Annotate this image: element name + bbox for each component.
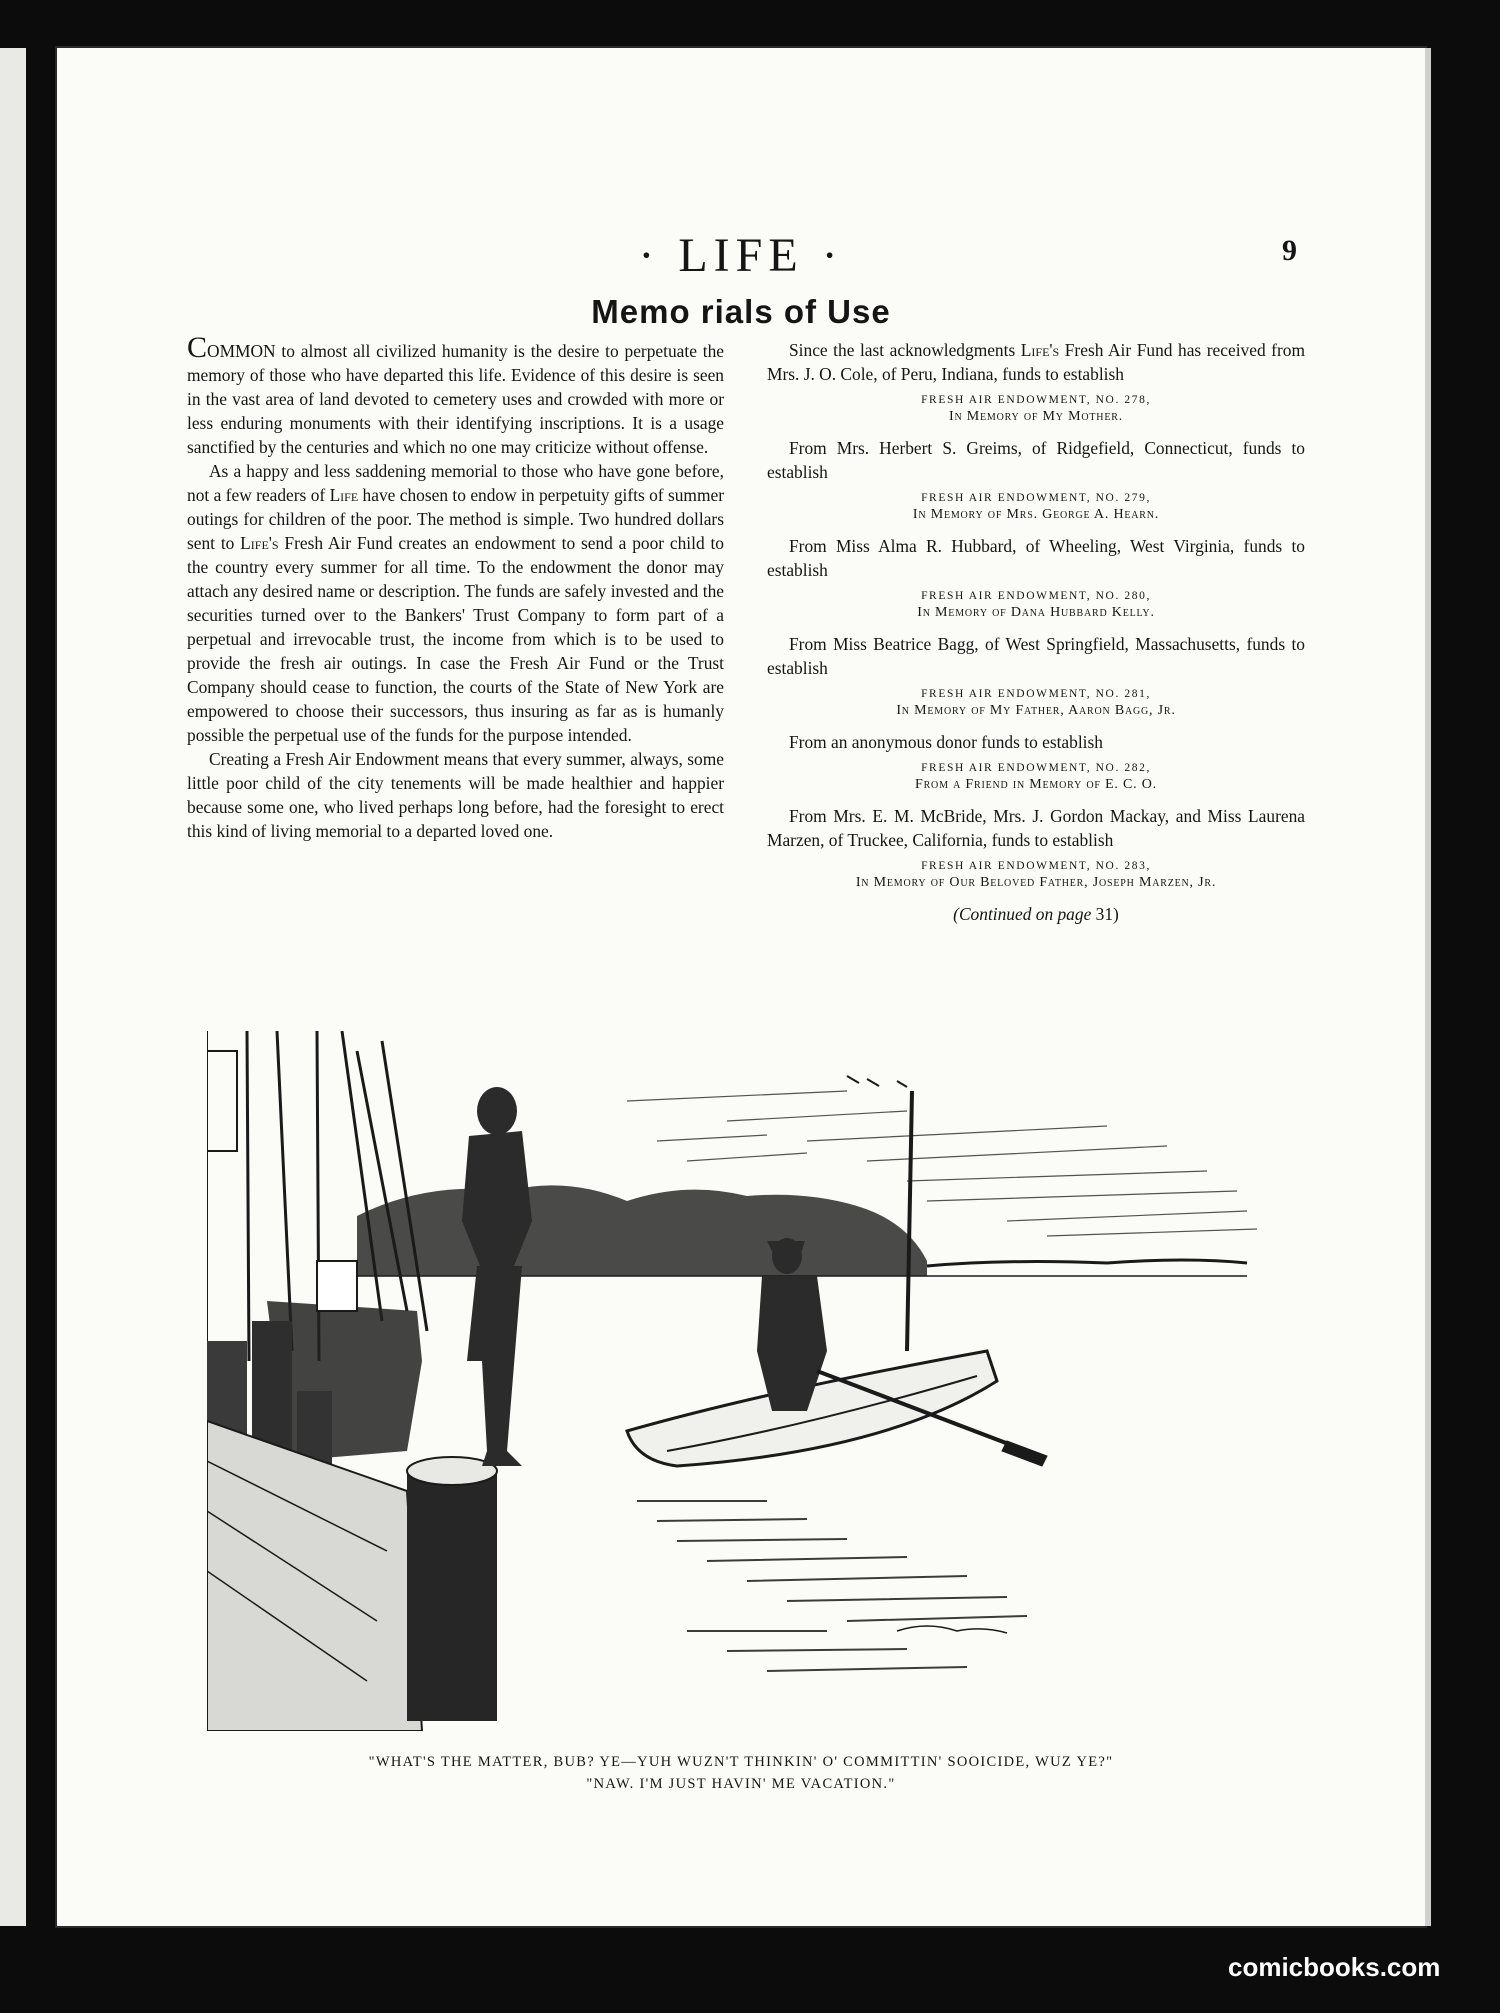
paragraph-2-text-b: have chosen to endow in perpetuity gifts of summer outings for children of the poor. The method is simple. Two hundred dollars sent to: [187, 485, 725, 553]
endowment-number: FRESH AIR ENDOWMENT, NO. 283,: [921, 860, 1151, 872]
right-column: [767, 338, 1305, 926]
cartoon-illustration: [207, 1031, 1287, 1731]
endowment-number: FRESH AIR ENDOWMENT, NO. 280,: [921, 590, 1151, 602]
endowment-memorial: In Memory of Our Beloved Father, Joseph Marzen, Jr.: [855, 875, 1217, 890]
endowment-memorial: In Memory of My Father, Aaron Bagg, Jr.: [896, 703, 1176, 718]
endowment-number: FRESH AIR ENDOWMENT, NO. 278,: [921, 394, 1151, 406]
masthead: · LIFE ·: [638, 229, 844, 282]
donor-entry: From Miss Alma R. Hubbard, of Wheeling, West Virginia, funds to establish: [767, 536, 1305, 580]
endowment-280: [767, 588, 1305, 622]
magazine-page: [57, 48, 1425, 1926]
page-number: 9: [1282, 234, 1297, 267]
adjacent-page-edge: [0, 48, 26, 1926]
continued-page: 31): [1095, 904, 1119, 924]
paragraph-2: [187, 459, 724, 747]
cartoon-caption: [57, 1751, 1425, 1795]
left-column: [187, 331, 725, 843]
endowment-281: [767, 686, 1305, 720]
donor-entry: From Mrs. Herbert S. Greims, of Ridgefield, Connecticut, funds to establish: [767, 438, 1305, 482]
endowment-number: FRESH AIR ENDOWMENT, NO. 279,: [921, 492, 1151, 504]
continued-note: [767, 902, 1305, 926]
site-watermark: comicbooks.com: [1228, 1952, 1441, 1982]
endowment-283: [767, 858, 1305, 892]
paragraph-2-text-c: Fresh Air Fund creates an endowment to send a poor child to the country every summer for all time. To the endowment the donor may attach any desired name or description. The funds are safely invested and the securities turned over to the Bankers' Trust Company to form part of a perpetual and irrevocable trust, the income from which is to be used to provide the fresh air outings. In case the Fresh Air Fund or the Trust Company should cease to function, the courts of the State of New York are empowered to choose their successors, thus insuring as far as is humanly possible the perpetual use of the funds for the purpose intended.: [187, 533, 724, 745]
endowment-memorial: In Memory of Dana Hubbard Kelly.: [917, 605, 1155, 620]
page-edge: [1425, 48, 1431, 1926]
life-name: Life: [329, 485, 359, 505]
donor-entry: From an anonymous donor funds to establish: [789, 732, 1103, 752]
paragraph-2-text-a: As a happy and less saddening memorial to those who have gone before, not a few readers of: [187, 461, 724, 505]
endowment-number: FRESH AIR ENDOWMENT, NO. 281,: [921, 688, 1151, 700]
caption-line-2: "NAW. I'M JUST HAVIN' ME VACATION.": [586, 1776, 896, 1792]
donor-entry: From Miss Beatrice Bagg, of West Springfield, Massachusetts, funds to establish: [767, 634, 1305, 678]
life-name: Life's: [1020, 340, 1060, 360]
endowment-memorial: In Memory of Mrs. George A. Hearn.: [912, 507, 1160, 522]
caption-line-1: "WHAT'S THE MATTER, BUB? YE—YUH WUZN'T THINKIN' O' COMMITTIN' SOOICIDE, WUZ YE?": [368, 1754, 1114, 1770]
continued-text: (Continued on page: [953, 904, 1092, 924]
endowment-memorial: From a Friend in Memory of E. C. O.: [915, 777, 1157, 792]
acknowledgment-intro: [767, 338, 1305, 386]
intro-text-a: Since the last acknowledgments: [789, 340, 1021, 360]
paragraph-1: [187, 331, 724, 459]
paragraph-1-text: OMMON to almost all civilized humanity is the desire to perpetuate the memory of those who have departed this life. Evidence of this desire is seen in the vast area of land devoted to cemetery uses and crowded with more or less enduring monuments with their identifying inscriptions. It is a usage sanctified by the centuries and which no one may criticize without offense.: [187, 341, 724, 457]
paragraph-3: Creating a Fresh Air Endowment means that every summer, always, some little poor child of the city tenements will be made healthier and happier because some one, who lived perhaps long before, had the foresight to erect this kind of living memorial to a departed loved one.: [187, 749, 724, 841]
life-name: Life's: [240, 533, 279, 553]
article-title: Memo rials of Use: [591, 293, 891, 330]
endowment-number: FRESH AIR ENDOWMENT, NO. 282,: [921, 762, 1151, 774]
endowment-memorial: In Memory of My Mother.: [948, 409, 1124, 424]
donor-entry: From Mrs. E. M. McBride, Mrs. J. Gordon Mackay, and Miss Laurena Marzen, of Truckee, California, funds to establish: [767, 806, 1305, 850]
intro-text-b: Fresh Air Fund has received from Mrs. J. O. Cole, of Peru, Indiana, funds to establish: [767, 340, 1305, 384]
endowment-279: [767, 490, 1305, 524]
endowment-282: [767, 760, 1305, 794]
endowment-278: [767, 392, 1305, 426]
drop-cap: C: [187, 331, 208, 364]
